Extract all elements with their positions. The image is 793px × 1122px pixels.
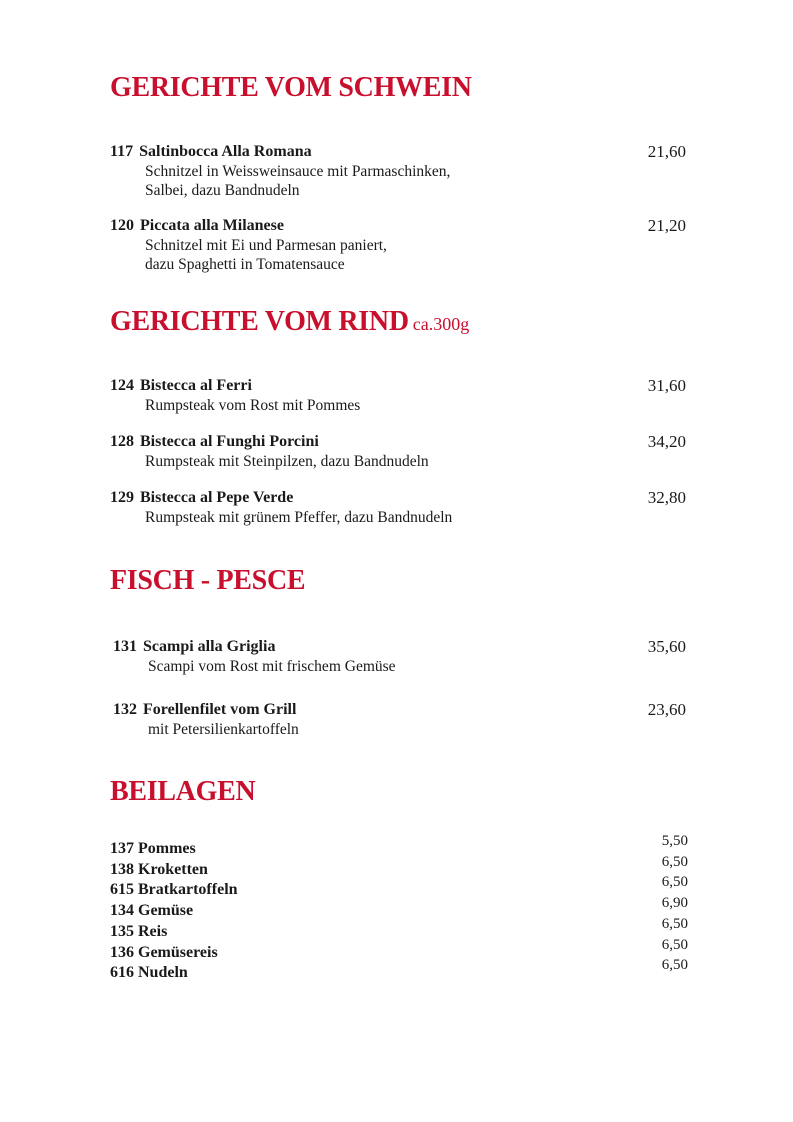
side-item-616 bbox=[110, 963, 238, 984]
dish-name: Scampi alla Griglia bbox=[143, 638, 276, 655]
dish-number: 128 bbox=[110, 433, 134, 450]
dish-price: 21,60 bbox=[647, 142, 686, 161]
dish-description-line: Schnitzel mit Ei und Parmesan paniert, bbox=[145, 237, 387, 254]
side-name: Pommes bbox=[138, 840, 196, 857]
dish-number: 131 bbox=[113, 638, 137, 655]
dish-description-line: Rumpsteak vom Rost mit Pommes bbox=[145, 397, 361, 414]
dish-description-line: Scampi vom Rost mit frischem Gemüse bbox=[148, 658, 396, 675]
dish-name: Saltinbocca Alla Romana bbox=[139, 143, 312, 160]
dish-description-line: Salbei, dazu Bandnudeln bbox=[145, 182, 300, 199]
sides-list bbox=[110, 833, 688, 989]
side-item-615 bbox=[110, 880, 238, 901]
dish-title bbox=[110, 143, 312, 160]
side-item-134 bbox=[110, 901, 238, 922]
section-heading-rind bbox=[110, 306, 469, 338]
side-price: 6,50 bbox=[661, 936, 688, 953]
dish-name: Forellenfilet vom Grill bbox=[143, 701, 297, 718]
side-number: 135 bbox=[110, 922, 134, 940]
dish-name: Piccata alla Milanese bbox=[140, 217, 284, 234]
side-name: Kroketten bbox=[138, 860, 208, 878]
section-heading-beilagen bbox=[110, 776, 255, 808]
section-subtitle: ca.300g bbox=[412, 314, 470, 334]
dish-name: Bistecca al Funghi Porcini bbox=[140, 433, 319, 450]
side-item-138 bbox=[110, 860, 238, 881]
dish-title bbox=[110, 433, 319, 450]
dish-number: 129 bbox=[110, 489, 134, 506]
dish-description-line: Rumpsteak mit grünem Pfeffer, dazu Bandnudeln bbox=[145, 509, 453, 526]
side-name: Gemüsereis bbox=[138, 943, 218, 961]
dish-description-line: dazu Spaghetti in Tomatensauce bbox=[145, 256, 345, 273]
section-title: BEILAGEN bbox=[110, 776, 256, 807]
menu-item-131 bbox=[113, 637, 686, 676]
menu-item-120 bbox=[110, 216, 686, 274]
section-title: FISCH - PESCE bbox=[110, 565, 306, 596]
section-title: GERICHTE VOM RIND bbox=[110, 306, 409, 337]
dish-description-line: Rumpsteak mit Steinpilzen, dazu Bandnudeln bbox=[145, 453, 429, 470]
side-number: 137 bbox=[110, 840, 134, 857]
dish-title bbox=[110, 489, 293, 506]
dish-description-line: mit Petersilienkartoffeln bbox=[148, 721, 299, 738]
section-heading-schwein bbox=[110, 72, 472, 104]
dish-name: Bistecca al Pepe Verde bbox=[140, 489, 294, 506]
menu-item-128 bbox=[110, 432, 686, 471]
side-price: 6,90 bbox=[661, 895, 688, 912]
side-item-137 bbox=[110, 839, 238, 860]
side-name: Gemüse bbox=[138, 902, 194, 920]
side-price: 6,50 bbox=[661, 957, 688, 974]
dish-price: 23,60 bbox=[647, 700, 686, 719]
dish-name: Bistecca al Ferri bbox=[140, 377, 252, 394]
dish-title bbox=[113, 701, 296, 718]
dish-number: 124 bbox=[110, 377, 134, 394]
dish-title bbox=[110, 217, 284, 234]
dish-title bbox=[113, 638, 275, 655]
dish-price: 32,80 bbox=[647, 488, 686, 507]
side-number: 616 bbox=[110, 964, 134, 982]
side-item-136 bbox=[110, 943, 238, 964]
dish-number: 117 bbox=[110, 143, 134, 160]
side-names-column bbox=[110, 839, 238, 984]
menu-item-117 bbox=[110, 142, 686, 200]
dish-description-line: Schnitzel in Weissweinsauce mit Parmaschinken, bbox=[145, 163, 451, 180]
section-heading-fisch bbox=[110, 565, 305, 597]
side-price: 6,50 bbox=[661, 874, 688, 891]
side-item-135 bbox=[110, 922, 238, 943]
dish-price: 34,20 bbox=[647, 432, 686, 451]
menu-item-124 bbox=[110, 376, 686, 415]
menu-item-129 bbox=[110, 488, 686, 527]
side-number: 138 bbox=[110, 860, 134, 878]
dish-number: 132 bbox=[113, 701, 137, 718]
side-name: Reis bbox=[138, 922, 168, 940]
dish-title bbox=[110, 377, 252, 394]
menu-item-132 bbox=[113, 700, 686, 739]
dish-number: 120 bbox=[110, 217, 134, 234]
side-number: 136 bbox=[110, 943, 134, 961]
side-number: 615 bbox=[110, 881, 134, 899]
side-price: 6,50 bbox=[661, 853, 688, 870]
dish-price: 35,60 bbox=[647, 637, 686, 656]
dish-price: 21,20 bbox=[647, 216, 686, 235]
side-name: Nudeln bbox=[138, 964, 188, 982]
side-prices-column bbox=[662, 831, 688, 976]
dish-price: 31,60 bbox=[647, 376, 686, 395]
side-price: 5,50 bbox=[661, 833, 688, 849]
side-name: Bratkartoffeln bbox=[138, 881, 238, 899]
section-title: GERICHTE VOM SCHWEIN bbox=[110, 72, 472, 103]
side-number: 134 bbox=[110, 902, 134, 920]
side-price: 6,50 bbox=[661, 915, 688, 932]
